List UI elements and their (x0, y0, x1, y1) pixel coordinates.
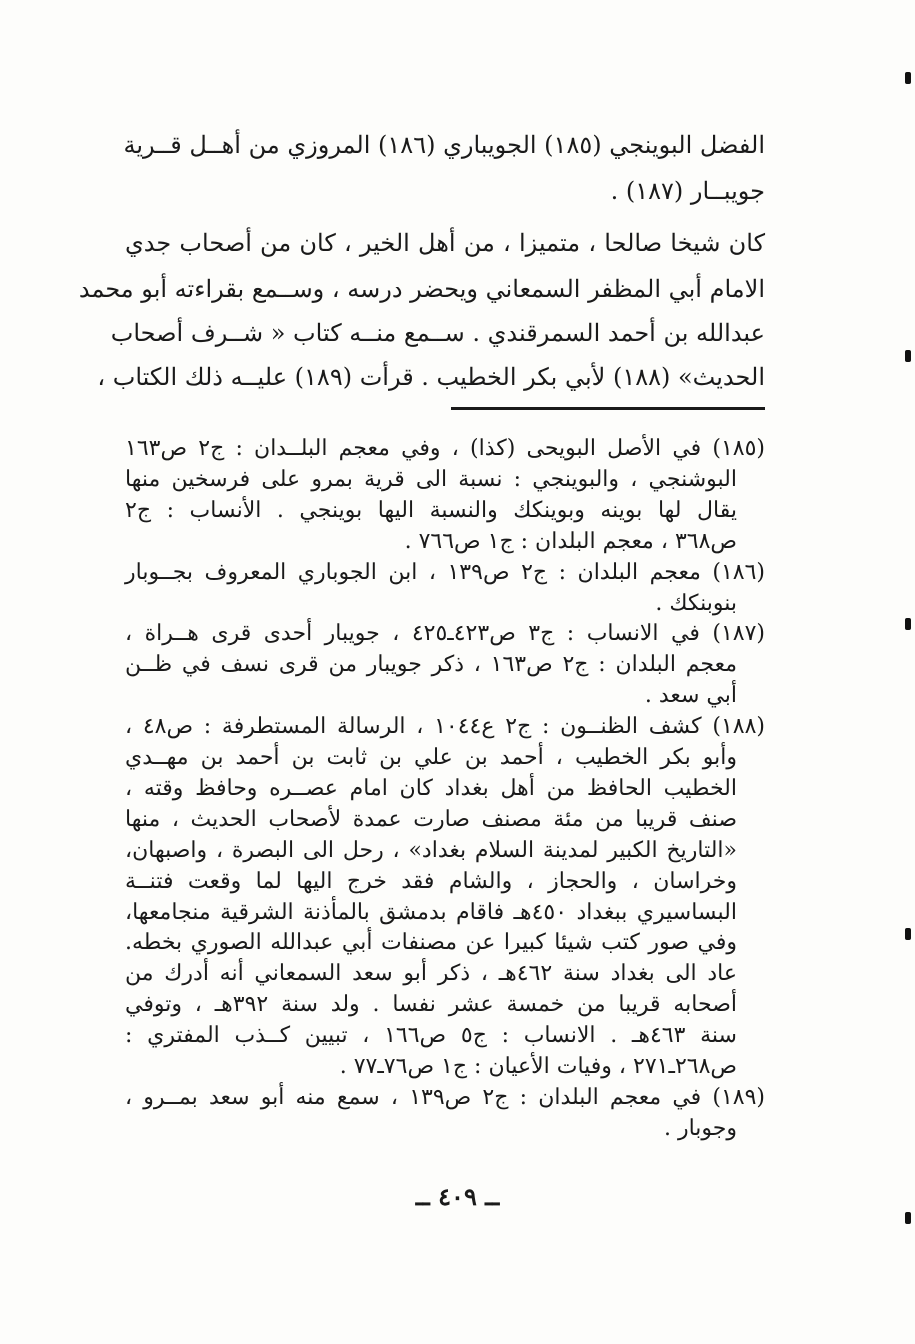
footnote-line: وخراسان ، والحجاز ، والشام فقد خرج اليها لما وقعت فتنــة (125, 869, 737, 894)
footnote-line: صنف قريبا من مئة مصنف صارت عمدة لأصحاب الحديث ، منها (125, 807, 737, 832)
heading-line: الفضل البوينجي (١٨٥) الجويباري (١٨٦) المروزي من أهــل قــرية (123, 131, 765, 159)
scan-edge-mark (905, 350, 911, 362)
footnote-line: البوشنجي ، والبوينجي : نسبة الى قرية بمرو على فرسخين منها (125, 467, 737, 492)
heading-line: جويبــار (١٨٧) . (610, 177, 765, 205)
footnote-separator (451, 407, 765, 410)
scan-edge-mark (905, 1212, 911, 1224)
footnote-line: يقال لها بوينه وبوينكك والنسبة اليها بوينجي . الأنساب : ج٢ (125, 498, 737, 523)
scan-edge-mark (905, 72, 911, 84)
body-line: عبدالله بن أحمد السمرقندي . ســمع منــه كتاب « شــرف أصحاب (110, 319, 765, 347)
footnote-line: معجم البلدان : ج٢ ص١٦٣ ، ذكر جويبار من قرى نسف في ظــن (125, 652, 738, 677)
footnote-line: أصحابه قريبا من خمسة عشر نفسا . ولد سنة ٣٩٢هـ ، وتوفي (125, 992, 737, 1017)
footnote-entry-start: (١٨٨) كشف الظنــون : ج٢ ع١٠٤٤ ، الرسالة المستطرفة : ص٤٨ ، (125, 714, 765, 739)
footnote-line: ص٢٦٨ـ٢٧١ ، وفيات الأعيان : ج١ ص٧٦ـ٧٧ . (339, 1054, 737, 1079)
footnote-line: سنة ٤٦٣هـ . الانساب : ج٥ ص١٦٦ ، تبيين كــذب المفتري : (125, 1023, 737, 1048)
footnote-line: وفي صور كتب شيئا كبيرا عن مصنفات أبي عبدالله الصوري بخطه. (125, 930, 737, 955)
footnote-line: بنوبنكك . (655, 591, 737, 616)
footnote-line: عاد الى بغداد سنة ٤٦٢هـ ، ذكر أبو سعد السمعاني أنه أدرك من (125, 961, 737, 986)
page-number: ــ ٤٠٩ ــ (415, 1182, 500, 1211)
footnote-line: البساسيري ببغداد ٤٥٠هـ فاقام بدمشق بالمأذنة الشرقية منجامعها، (125, 900, 737, 925)
footnote-line: وأبو بكر الخطيب ، أحمد بن علي بن ثابت بن أحمد بن مهــدي (125, 745, 737, 770)
footnote-entry-start: (١٨٩) في معجم البلدان : ج٢ ص١٣٩ ، سمع منه أبو سعد بمــرو ، (125, 1085, 766, 1110)
footnote-line: الخطيب الحافظ من أهل بغداد كان امام عصــره وحافظ وقته ، (125, 776, 737, 801)
scan-edge-mark (905, 928, 911, 940)
footnote-entry-start: (١٨٦) معجم البلدان : ج٢ ص١٣٩ ، ابن الجوباري المعروف بجــوبار (125, 560, 766, 585)
body-line: كان شيخا صالحا ، متميزا ، من أهل الخير ، كان من أصحاب جدي (125, 229, 765, 257)
footnote-line: وجوبار . (663, 1116, 737, 1141)
body-line: الامام أبي المظفر السمعاني ويحضر درسه ، وســمع بقراءته أبو محمد (78, 275, 765, 303)
footnote-line: «التاريخ الكبير لمدينة السلام بغداد» ، رحل الى البصرة ، واصبهان، (125, 838, 737, 863)
footnote-entry-start: (١٨٥) في الأصل البويحى (كذا) ، وفي معجم البلــدان : ج٢ ص١٦٣ (125, 436, 765, 461)
body-line: الحديث» (١٨٨) لأبي بكر الخطيب . قرأت (١٨٩) عليــه ذلك الكتاب ، (97, 363, 765, 391)
footnote-line: أبي سعد . (644, 683, 737, 708)
footnote-entry-start: (١٨٧) في الانساب : ج٣ ص٤٢٣ـ٤٢٥ ، جويبار أحدى قرى هــراة ، (125, 621, 765, 646)
scan-edge-mark (905, 618, 911, 630)
footnote-line: ص٣٦٨ ، معجم البلدان : ج١ ص٧٦٦ . (404, 529, 737, 554)
